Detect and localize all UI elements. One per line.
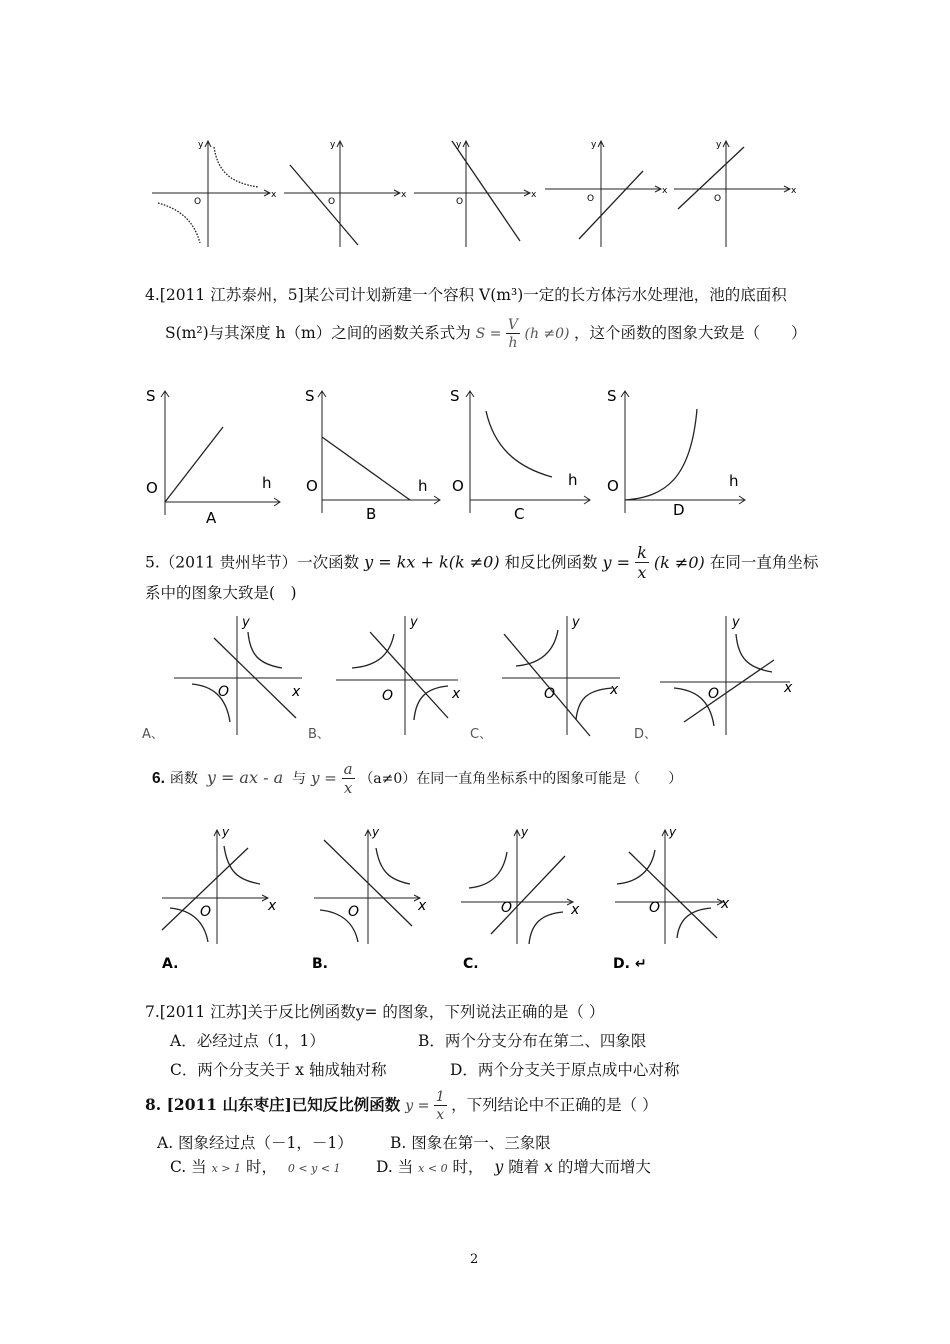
svg-text:y: y xyxy=(572,615,580,630)
q8-option-a: A. 图象经过点（－1，－1） xyxy=(157,1134,353,1152)
q3-y-label: y xyxy=(198,140,204,150)
svg-text:O: O xyxy=(607,477,619,495)
q5-graph-a xyxy=(142,610,312,740)
q3-graph-2 xyxy=(282,135,407,250)
page-number: 2 xyxy=(470,1252,479,1267)
q4-caption-b: B xyxy=(366,505,377,523)
svg-text:O: O xyxy=(456,197,464,207)
q6-caption-d: D. ↵ xyxy=(613,956,647,972)
q4-graph-b xyxy=(300,385,450,525)
svg-text:x: x xyxy=(610,682,619,698)
svg-text:y: y xyxy=(669,825,677,839)
q3-graph-4 xyxy=(543,135,668,250)
q5-formula-1: y = kx + k(k ≠0) xyxy=(364,552,500,572)
q7-option-a: A．必经过点（1，1） xyxy=(170,1032,325,1050)
q4-line-2 xyxy=(165,318,806,350)
svg-text:O: O xyxy=(544,686,556,702)
svg-text:h: h xyxy=(568,471,578,489)
q4-caption-d: D xyxy=(673,501,685,519)
svg-text:x: x xyxy=(721,896,730,912)
q6-graph-d xyxy=(605,826,745,976)
svg-text:O: O xyxy=(348,904,360,920)
q4-caption-c: C xyxy=(514,505,525,523)
q4-line-2-post: ，这个函数的图象大致是（ ） xyxy=(573,324,807,342)
svg-text:O: O xyxy=(306,477,318,495)
q8-option-c: C. 当 x > 1 时， 0 < y < 1 xyxy=(170,1158,341,1176)
q5-caption-d: D、 xyxy=(634,727,658,742)
q3-graph-5 xyxy=(672,135,797,250)
q4-graph-c xyxy=(450,385,600,525)
svg-text:O: O xyxy=(452,477,464,495)
svg-text:h: h xyxy=(418,477,428,495)
svg-text:y: y xyxy=(330,140,336,150)
svg-text:x: x xyxy=(531,190,537,200)
svg-text:x: x xyxy=(292,684,301,700)
svg-text:y: y xyxy=(372,825,380,839)
q4-line-1: 4.[2011 江苏泰州，5]某公司计划新建一个容积 V(m³)一定的长方体污水处理池，池的底面积 xyxy=(145,286,787,304)
q7-option-b: B．两个分支分布在第二、四象限 xyxy=(418,1032,647,1050)
q6-formula-2: y = $\frac{a}{x}$ xyxy=(310,760,353,797)
svg-text:x: x xyxy=(662,186,668,196)
svg-text:O: O xyxy=(714,194,722,204)
q3-origin: O xyxy=(194,197,202,207)
q6-caption-a: A. xyxy=(162,956,179,972)
q3-graph-3 xyxy=(412,135,537,250)
q3-graph-1 xyxy=(150,135,275,250)
svg-text:O: O xyxy=(501,900,513,916)
svg-text:O: O xyxy=(200,904,212,920)
q4-line-2-pre: S(m²)与其深度 h（m）之间的函数关系式为 xyxy=(165,324,471,342)
q5-caption-a: A、 xyxy=(142,727,164,742)
q8-formula: y = $\frac{1}{x}$ xyxy=(405,1089,445,1123)
svg-text:h: h xyxy=(729,472,739,490)
q7-stem: 7.[2011 江苏]关于反比例函数y= 的图象，下列说法正确的是（ ） xyxy=(145,1003,605,1021)
svg-text:O: O xyxy=(218,684,230,700)
svg-text:y: y xyxy=(222,825,230,839)
svg-text:y: y xyxy=(521,825,529,839)
svg-text:x: x xyxy=(791,186,797,196)
q3-x-label: x xyxy=(271,190,277,200)
svg-text:x: x xyxy=(268,898,277,914)
svg-text:y: y xyxy=(410,615,418,630)
q8-option-d: D. 当 x < 0 时， y 随着 x 的增大而增大 xyxy=(376,1158,651,1176)
q5-formula-2: y = $\frac{k}{x}$ (k ≠0) xyxy=(602,543,705,582)
svg-text:O: O xyxy=(649,900,661,916)
svg-text:O: O xyxy=(587,194,595,204)
q6-graph-c xyxy=(455,826,595,976)
q8-option-b: B. 图象在第一、三象限 xyxy=(390,1134,551,1152)
q5-caption-c: C、 xyxy=(470,727,493,742)
svg-text:x: x xyxy=(571,902,580,918)
q6-caption-b: B. xyxy=(312,956,328,972)
q5-graph-d xyxy=(634,610,804,740)
svg-text:O: O xyxy=(328,197,336,207)
svg-text:h: h xyxy=(262,474,272,492)
q7-option-c: C．两个分支关于 x 轴成轴对称 xyxy=(170,1061,387,1079)
svg-text:S: S xyxy=(607,387,617,405)
q5-line-2: 系中的图象大致是( ) xyxy=(145,584,297,602)
q6-line: 6. 函数 y = ax - a 与 y = $\frac{a}{x}$ （a≠0）在同一直角坐标系中的图象可能是（ ） xyxy=(152,760,683,797)
svg-text:S: S xyxy=(450,387,460,405)
svg-text:O: O xyxy=(146,479,158,497)
q5-graph-c xyxy=(470,610,640,740)
q7-option-d: D．两个分支关于原点成中心对称 xyxy=(450,1061,680,1079)
svg-text:y: y xyxy=(716,140,722,150)
q5-graph-b xyxy=(308,610,478,740)
svg-text:y: y xyxy=(591,140,597,150)
svg-text:O: O xyxy=(382,688,394,704)
svg-text:S: S xyxy=(146,387,156,405)
svg-text:y: y xyxy=(242,615,250,630)
svg-text:y: y xyxy=(456,140,462,150)
q6-caption-c: C. xyxy=(463,956,479,972)
q4-formula: S = $\frac{V}{h}$ (h ≠0) xyxy=(475,317,570,351)
svg-text:y: y xyxy=(732,615,740,630)
svg-text:x: x xyxy=(784,680,793,696)
svg-text:x: x xyxy=(418,898,427,914)
q6-formula-1: y = ax - a xyxy=(206,768,284,787)
q4-graph-d xyxy=(605,385,755,525)
svg-text:O: O xyxy=(708,686,720,702)
svg-text:x: x xyxy=(452,686,461,702)
q5-caption-b: B、 xyxy=(308,727,330,742)
q5-line-1: 5.（2011 贵州毕节）一次函数 y = kx + k(k ≠0) 和反比例函数 y = $\frac{k}{x}$ (k ≠0) 在同一直角坐标 xyxy=(145,543,819,582)
q4-graph-a xyxy=(140,385,290,525)
q4-caption-a: A xyxy=(206,509,217,527)
svg-text:x: x xyxy=(401,190,407,200)
q6-graph-b xyxy=(300,826,440,976)
q6-graph-a xyxy=(150,826,290,976)
svg-text:S: S xyxy=(305,387,315,405)
q8-stem: 8. [2011 山东枣庄]已知反比例函数 y = $\frac{1}{x}$ ，下列结论中不正确的是（ ） xyxy=(145,1089,658,1123)
